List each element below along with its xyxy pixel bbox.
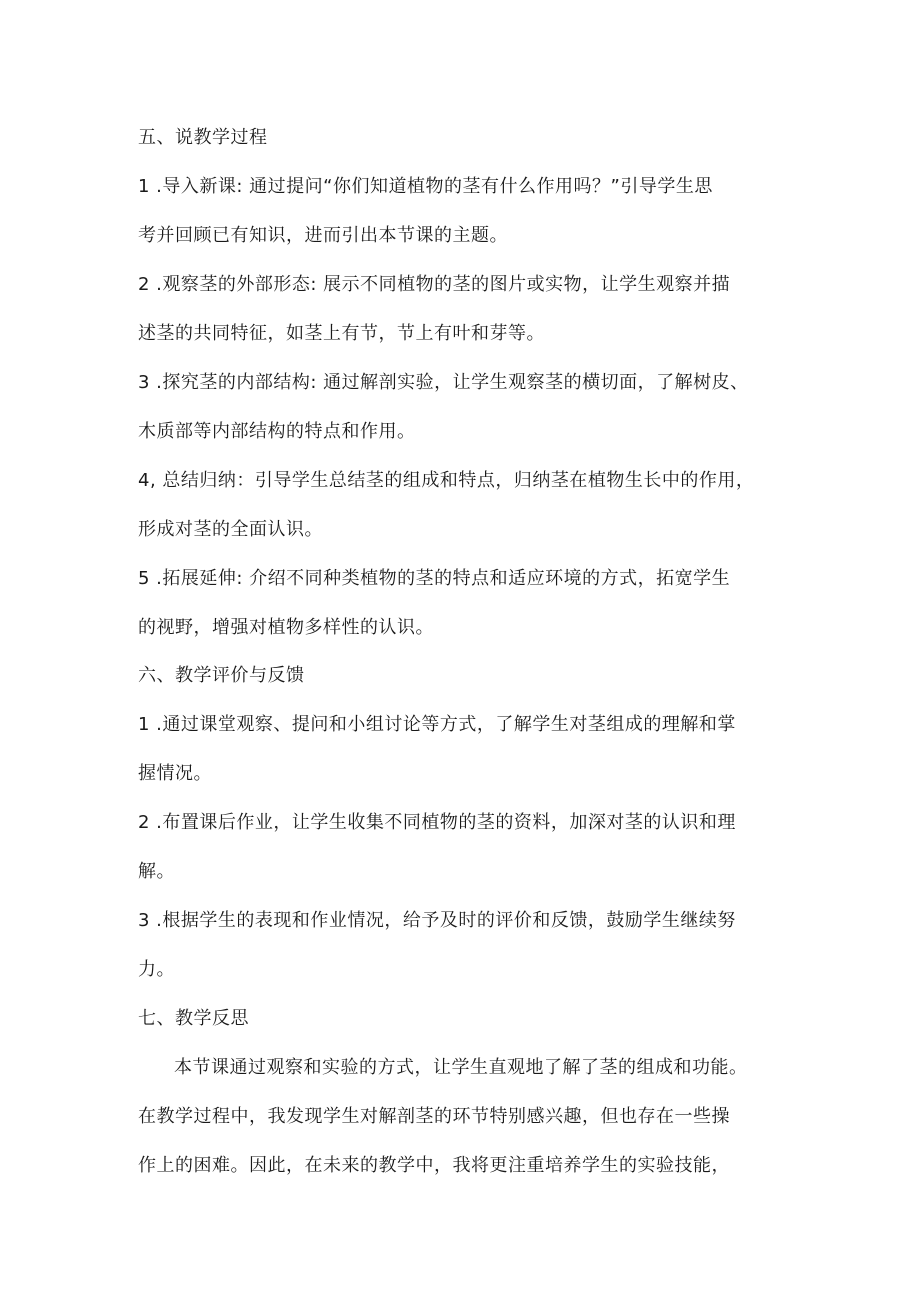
reflection-paragraph-line-1: 本节课通过观察和实验的方式，让学生直观地了解了茎的组成和功能。 bbox=[174, 1057, 748, 1078]
section-five-item-3-line-2: 木质部等内部结构的特点和作用。 bbox=[138, 421, 416, 442]
section-six-item-1-line-1: 1 .通过课堂观察、提问和小组讨论等方式，了解学生对茎组成的理解和掌 bbox=[138, 714, 736, 735]
section-seven-heading: 七、教学反思 bbox=[138, 1008, 249, 1029]
section-five-item-1-line-2: 考并回顾已有知识，进而引出本节课的主题。 bbox=[138, 225, 508, 246]
section-five-item-5-line-1: 5 .拓展延伸: 介绍不同种类植物的茎的特点和适应环境的方式，拓宽学生 bbox=[138, 568, 731, 589]
section-five-item-4-line-2: 形成对茎的全面认识。 bbox=[138, 519, 323, 540]
section-five-item-3-line-1: 3 .探究茎的内部结构: 通过解剖实验，让学生观察茎的横切面，了解树皮、 bbox=[138, 372, 749, 393]
reflection-paragraph-line-3: 作上的困难。因此，在未来的教学中，我将更注重培养学生的实验技能， bbox=[138, 1155, 730, 1176]
section-five-item-2-line-1: 2 .观察茎的外部形态: 展示不同植物的茎的图片或实物，让学生观察并描 bbox=[138, 274, 731, 295]
section-six-item-1-line-2: 握情况。 bbox=[138, 763, 212, 784]
reflection-paragraph-line-2: 在教学过程中，我发现学生对解剖茎的环节特别感兴趣，但也存在一些操 bbox=[138, 1106, 730, 1127]
section-six-item-2-line-2: 解。 bbox=[138, 861, 175, 882]
section-six-item-3-line-2: 力。 bbox=[138, 959, 175, 980]
section-five-item-1-line-1: 1 .导入新课: 通过提问“你们知道植物的茎有什么作用吗？”引导学生思 bbox=[138, 176, 713, 197]
section-five-heading: 五、说教学过程 bbox=[138, 127, 268, 148]
section-six-item-3-line-1: 3 .根据学生的表现和作业情况，给予及时的评价和反馈，鼓励学生继续努 bbox=[138, 910, 736, 931]
section-five-item-2-line-2: 述茎的共同特征，如茎上有节，节上有叶和芽等。 bbox=[138, 323, 545, 344]
section-six-item-2-line-1: 2 .布置课后作业，让学生收集不同植物的茎的资料，加深对茎的认识和理 bbox=[138, 812, 736, 833]
section-five-item-4-line-1: 4, 总结归纳：引导学生总结茎的组成和特点，归纳茎在植物生长中的作用， bbox=[138, 470, 755, 491]
section-six-heading: 六、教学评价与反馈 bbox=[138, 665, 305, 686]
section-five-item-5-line-2: 的视野，增强对植物多样性的认识。 bbox=[138, 617, 434, 638]
